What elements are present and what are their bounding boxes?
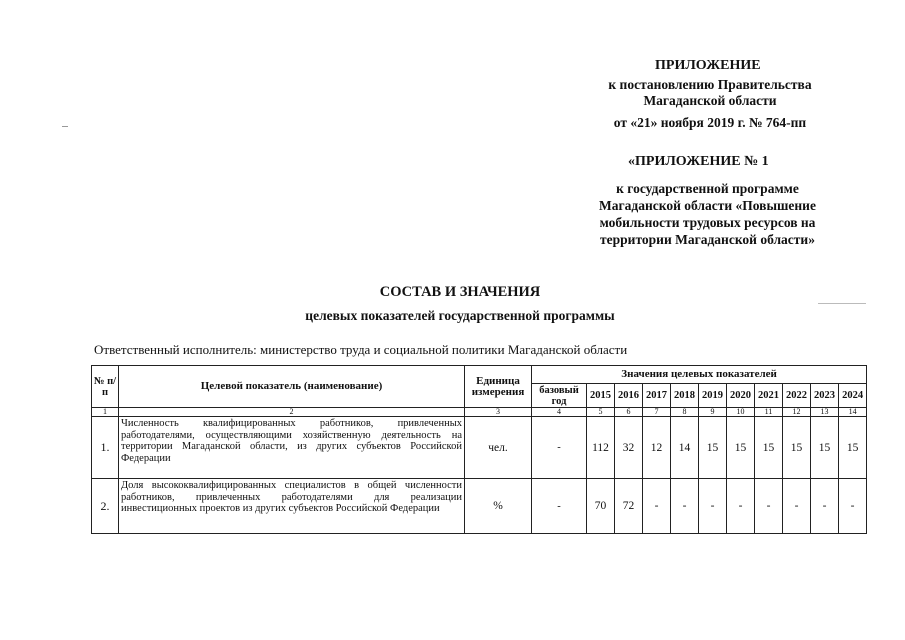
row-value: 15 [783, 417, 811, 479]
column-number: 8 [671, 408, 699, 417]
column-number: 6 [615, 408, 643, 417]
appendix1-title: «ПРИЛОЖЕНИЕ № 1 [628, 154, 769, 169]
row-value: 70 [587, 479, 615, 534]
column-number: 4 [532, 408, 587, 417]
row-value: 72 [615, 479, 643, 534]
row-value: 15 [699, 417, 727, 479]
column-number: 12 [783, 408, 811, 417]
column-number: 13 [811, 408, 839, 417]
row-value: 12 [643, 417, 671, 479]
header-year: 2017 [643, 384, 671, 408]
row-unit: чел. [465, 417, 532, 479]
column-number: 11 [755, 408, 783, 417]
row-num: 1. [92, 417, 119, 479]
row-indicator-name: Численность квалифицированных работников, привлеченных работодателями, осуществляющими хозяйственную деятельность на территории Магаданской области, из других субъектов Российской Федерации [119, 417, 465, 479]
row-value: - [783, 479, 811, 534]
appendix1-line-2: Магаданской области «Повышение [599, 198, 816, 213]
appendix1-line-3: мобильности трудовых ресурсов на [599, 215, 816, 230]
row-value: - [727, 479, 755, 534]
scan-artifact [62, 126, 68, 127]
appendix1-line-1: к государственной программе [616, 181, 799, 196]
row-value: 15 [839, 417, 867, 479]
column-number: 5 [587, 408, 615, 417]
header-num: № п/п [92, 366, 119, 408]
row-value: - [671, 479, 699, 534]
row-base-year: - [532, 479, 587, 534]
appendix-title: ПРИЛОЖЕНИЕ [655, 58, 761, 73]
table-row [92, 417, 867, 479]
document-subtitle: целевых показателей государственной программы [305, 308, 615, 323]
row-value: - [839, 479, 867, 534]
column-number: 14 [839, 408, 867, 417]
header-year: 2016 [615, 384, 643, 408]
header-year: 2023 [811, 384, 839, 408]
document-title: СОСТАВ И ЗНАЧЕНИЯ [379, 284, 541, 300]
table-row [92, 479, 867, 534]
row-value: 15 [727, 417, 755, 479]
header-year: 2024 [839, 384, 867, 408]
column-numbers-row [92, 408, 867, 417]
header-year: 2018 [671, 384, 699, 408]
appendix-line-3: от «21» ноября 2019 г. № 764-пп [613, 115, 807, 130]
column-number: 2 [119, 408, 465, 417]
row-value: 112 [587, 417, 615, 479]
header-year: 2022 [783, 384, 811, 408]
row-value: 15 [811, 417, 839, 479]
row-value: - [755, 479, 783, 534]
header-year: 2015 [587, 384, 615, 408]
column-number: 7 [643, 408, 671, 417]
header-indicator: Целевой показатель (наименование) [119, 366, 465, 408]
row-num: 2. [92, 479, 119, 534]
header-values-group: Значения целевых показателей [532, 366, 867, 384]
header-year: 2019 [699, 384, 727, 408]
responsible-executor: Ответственный исполнитель: министерство труда и социальной политики Магаданской области [94, 342, 628, 357]
row-value: 32 [615, 417, 643, 479]
row-value: - [643, 479, 671, 534]
row-unit: % [465, 479, 532, 534]
column-number: 9 [699, 408, 727, 417]
row-value: 15 [755, 417, 783, 479]
row-base-year: - [532, 417, 587, 479]
scan-artifact [818, 303, 866, 304]
header-year: 2021 [755, 384, 783, 408]
appendix1-line-4: территории Магаданской области» [600, 232, 815, 247]
column-number: 10 [727, 408, 755, 417]
row-value: 14 [671, 417, 699, 479]
row-indicator-name: Доля высококвалифицированных специалистов в общей численности работников, привлеченных работодателями для реализации инвестиционных проектов из других субъектов Российской Федерации [119, 479, 465, 534]
header-year: 2020 [727, 384, 755, 408]
row-value: - [811, 479, 839, 534]
header-base-year: базовый год [532, 384, 587, 408]
appendix-line-2: Магаданской области [643, 93, 777, 108]
column-number: 1 [92, 408, 119, 417]
row-value: - [699, 479, 727, 534]
indicators-table [91, 365, 867, 534]
column-number: 3 [465, 408, 532, 417]
header-unit: Единица измерения [465, 366, 532, 408]
appendix-line-1: к постановлению Правительства [608, 77, 812, 92]
